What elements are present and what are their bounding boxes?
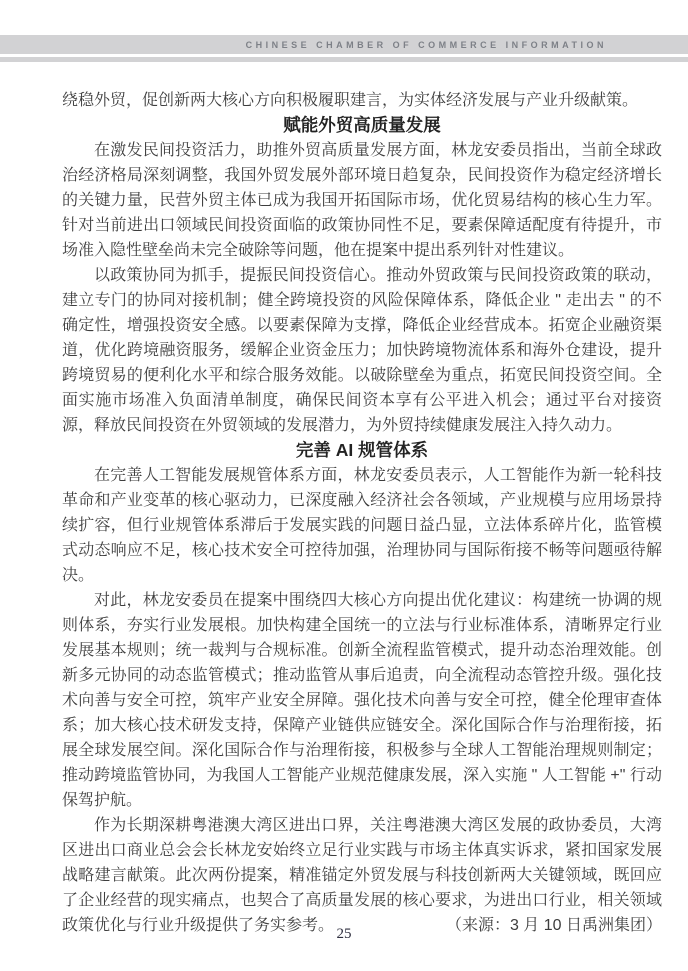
paragraph-ai-1: 在完善人工智能发展规管体系方面，林龙安委员表示，人工智能作为新一轮科技革命和产业变革的核心驱动力，已深度融入经济社会各领域，产业规模与应用场景持续扩容，但行业规管体系滞后于发展实践的问题日益凸显，立法体系碎片化，监管模式动态响应不足，核心技术安全可控待加强，治理协同与国际衔接不畅等问题亟待解决。 [62, 467, 662, 584]
article-body [62, 88, 662, 938]
page-number: 25 [336, 926, 352, 942]
paragraph-trade-2: 以政策协同为抓手，提振民间投资信心。推动外贸政策与民间投资政策的联动，建立专门的协同对接机制；健全跨境投资的风险保障体系，降低企业 " 走出去 " 的不确定性，增强投资安全感。以要素保障为支撑，降低企业经营成本。拓宽企业融资渠道，优化跨境融资服务，缓解企业资金压力；加快跨境物流体系和海外仓建设，提升跨境贸易的便利化水平和综合服务效能。以破除壁垒为重点，拓宽民间投资空间。全面实施市场准入负面清单制度，确保民间资本享有公平进入机会；通过平台对接资源，释放民间投资在外贸领域的发展潜力，为外贸持续健康发展注入持久动力。 [62, 267, 662, 434]
intro-paragraph: 绕稳外贸，促创新两大核心方向积极履职建言，为实体经济发展与产业升级献策。 [62, 92, 639, 109]
header-banner-title: CHINESE CHAMBER OF COMMERCE INFORMATION [245, 39, 607, 50]
paragraph-trade-1: 在激发民间投资活力，助推外贸高质量发展方面，林龙安委员指出，当前全球政治经济格局深刻调整，我国外贸发展外部环境日趋复杂，民间投资作为稳定经济增长的关键力量，民营外贸主体已成为我国开拓国际市场，优化贸易结构的核心生力军。针对当前进出口领域民间投资面临的政策协同性不足，要素保障适配度有待提升，市场准入隐性壁垒尚未完全破除等问题，他在提案中提出系列针对性建议。 [62, 142, 662, 259]
section-heading-ai-regulation: 完善 AI 规管体系 [295, 440, 429, 460]
source-note: （来源：3 月 10 日禹洲集团） [445, 917, 662, 934]
paragraph-ai-2: 对此，林龙安委员在提案中围绕四大核心方向提出优化建议：构建统一协调的规则体系，夯实行业发展根。加快构建全国统一的立法与行业标准体系，清晰界定行业发展基本规则；统一裁判与合规标准。创新全流程监管模式，提升动态治理效能。创新多元协同的动态监管模式；推动监管从事后追责，向全流程动态管控升级。强化技术向善与安全可控，筑牢产业安全屏障。强化技术向善与安全可控，健全伦理审查体系；加大核心技术研发支持，保障产业链供应链安全。深化国际合作与治理衔接，拓展全球发展空间。深化国际合作与治理衔接，积极参与全球人工智能治理规则制定；推动跨境监管协同，为我国人工智能产业规范健康发展，深入实施 " 人工智能 +" 行动保驾护航。 [62, 592, 662, 809]
section-heading-foreign-trade: 赋能外贸高质量发展 [283, 115, 441, 135]
header-banner [0, 35, 688, 54]
header-rule [0, 57, 688, 62]
page-header [0, 35, 688, 62]
paragraph-closing: 作为长期深耕粤港澳大湾区进出口界，关注粤港澳大湾区发展的政协委员，大湾区进出口商业总会会长林龙安始终立足行业实践与市场主体真实诉求，紧扣国家发展战略建言献策。此次两份提案，精准锚定外贸发展与科技创新两大关键领域，既回应了企业经营的现实痛点，也契合了高质量发展的核心要求，为进出口行业，相关领域政策优化与行业升级提供了务实参考。 [62, 817, 662, 934]
